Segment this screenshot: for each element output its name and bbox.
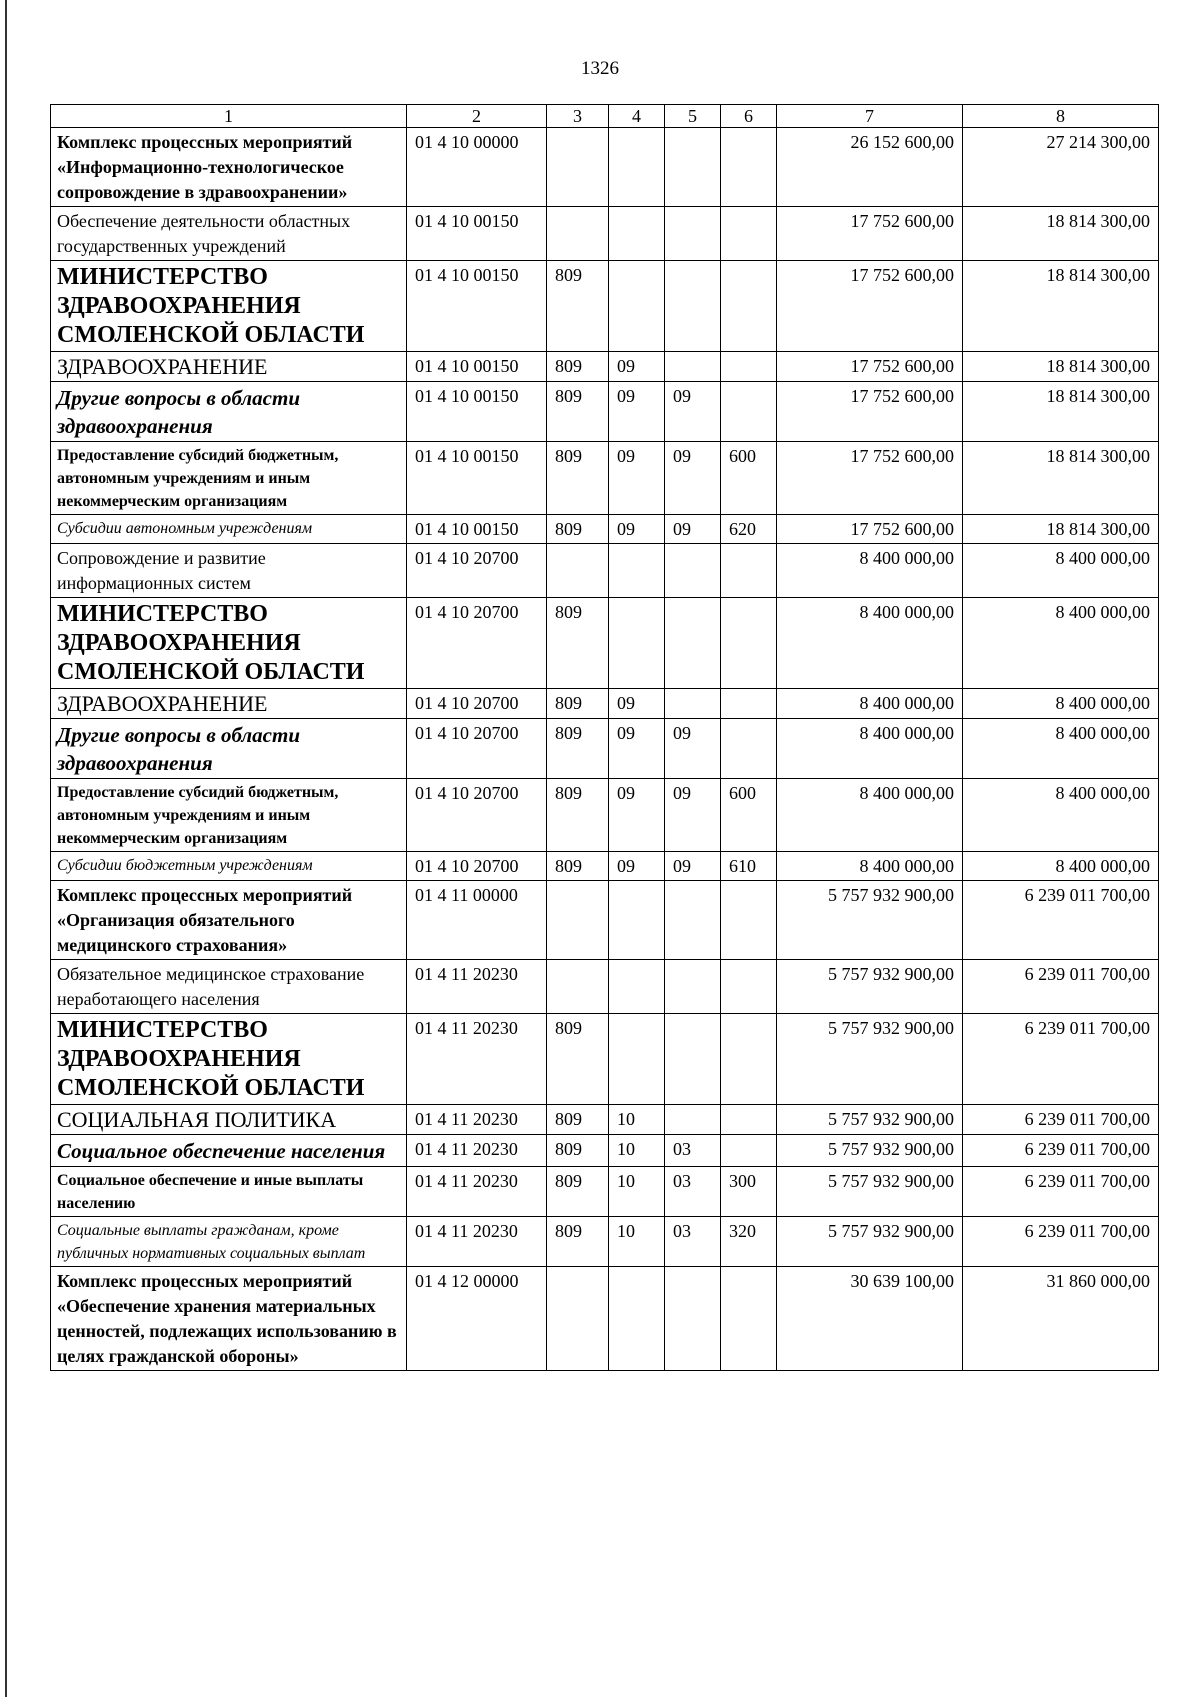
amount-year2-cell: 18 814 300,00 (963, 515, 1159, 544)
amount-year2-cell: 8 400 000,00 (963, 719, 1159, 779)
amount-year1-cell: 5 757 932 900,00 (777, 960, 963, 1014)
ministry-code-cell: 809 (547, 1135, 609, 1167)
amount-year2-cell: 8 400 000,00 (963, 852, 1159, 881)
amount-year2-cell: 18 814 300,00 (963, 352, 1159, 382)
section-code-cell (609, 544, 665, 598)
section-code-cell (609, 128, 665, 207)
expense-type-cell (721, 1135, 777, 1167)
target-code-cell: 01 4 11 20230 (407, 1105, 547, 1135)
target-code-cell: 01 4 10 20700 (407, 544, 547, 598)
section-code-cell: 10 (609, 1105, 665, 1135)
target-code-cell: 01 4 10 00000 (407, 128, 547, 207)
subsection-code-cell (665, 261, 721, 352)
target-code-cell: 01 4 10 20700 (407, 689, 547, 719)
amount-year1-cell: 17 752 600,00 (777, 382, 963, 442)
ministry-code-cell: 809 (547, 261, 609, 352)
target-code-cell: 01 4 11 20230 (407, 960, 547, 1014)
expense-type-cell (721, 1105, 777, 1135)
ministry-code-cell (547, 544, 609, 598)
table-row (51, 960, 1159, 1014)
amount-year2-cell: 6 239 011 700,00 (963, 1167, 1159, 1217)
table-row (51, 207, 1159, 261)
table-row (51, 128, 1159, 207)
table-row (51, 442, 1159, 515)
ministry-code-cell (547, 1267, 609, 1371)
amount-year1-cell: 8 400 000,00 (777, 779, 963, 852)
row-name-cell: Субсидии бюджетным учреждениям (51, 852, 407, 881)
row-name-cell: Социальное обеспечение населения (51, 1135, 407, 1167)
row-name-cell: МИНИСТЕРСТВО ЗДРАВООХРАНЕНИЯ СМОЛЕНСКОЙ ОБЛАСТИ (51, 598, 407, 689)
section-code-cell: 09 (609, 382, 665, 442)
expense-type-cell (721, 1267, 777, 1371)
column-header: 4 (609, 105, 665, 128)
subsection-code-cell: 09 (665, 442, 721, 515)
expense-type-cell: 620 (721, 515, 777, 544)
target-code-cell: 01 4 10 00150 (407, 442, 547, 515)
amount-year2-cell: 6 239 011 700,00 (963, 881, 1159, 960)
row-name-cell: Комплекс процессных мероприятий «Обеспечение хранения материальных ценностей, подлежащих использованию в целях гражданской обороны» (51, 1267, 407, 1371)
row-name-cell: Комплекс процессных мероприятий «Организация обязательного медицинского страхования» (51, 881, 407, 960)
table-row (51, 515, 1159, 544)
amount-year2-cell: 6 239 011 700,00 (963, 1135, 1159, 1167)
ministry-code-cell (547, 128, 609, 207)
amount-year1-cell: 17 752 600,00 (777, 515, 963, 544)
table-row (51, 852, 1159, 881)
expense-type-cell (721, 352, 777, 382)
amount-year1-cell: 17 752 600,00 (777, 207, 963, 261)
table-body (51, 128, 1159, 1371)
section-code-cell (609, 881, 665, 960)
table-row (51, 598, 1159, 689)
target-code-cell: 01 4 11 20230 (407, 1135, 547, 1167)
amount-year2-cell: 18 814 300,00 (963, 382, 1159, 442)
row-name-cell: Обеспечение деятельности областных государственных учреждений (51, 207, 407, 261)
amount-year2-cell: 6 239 011 700,00 (963, 1014, 1159, 1105)
table-row (51, 689, 1159, 719)
expense-type-cell (721, 207, 777, 261)
amount-year1-cell: 5 757 932 900,00 (777, 1217, 963, 1267)
scan-edge-line (5, 0, 7, 1697)
row-name-cell: Другие вопросы в области здравоохранения (51, 382, 407, 442)
section-code-cell (609, 1267, 665, 1371)
subsection-code-cell: 09 (665, 515, 721, 544)
section-code-cell: 10 (609, 1135, 665, 1167)
target-code-cell: 01 4 10 20700 (407, 852, 547, 881)
budget-table (50, 104, 1159, 1371)
table-row (51, 1267, 1159, 1371)
ministry-code-cell: 809 (547, 1014, 609, 1105)
subsection-code-cell (665, 128, 721, 207)
target-code-cell: 01 4 10 00150 (407, 352, 547, 382)
ministry-code-cell: 809 (547, 1105, 609, 1135)
ministry-code-cell: 809 (547, 852, 609, 881)
amount-year2-cell: 6 239 011 700,00 (963, 1105, 1159, 1135)
section-code-cell: 09 (609, 515, 665, 544)
section-code-cell: 10 (609, 1167, 665, 1217)
expense-type-cell: 320 (721, 1217, 777, 1267)
target-code-cell: 01 4 11 20230 (407, 1217, 547, 1267)
table-row (51, 719, 1159, 779)
row-name-cell: Социальные выплаты гражданам, кроме публичных нормативных социальных выплат (51, 1217, 407, 1267)
table-row (51, 881, 1159, 960)
amount-year2-cell: 8 400 000,00 (963, 544, 1159, 598)
subsection-code-cell (665, 544, 721, 598)
expense-type-cell (721, 881, 777, 960)
section-code-cell: 09 (609, 779, 665, 852)
ministry-code-cell: 809 (547, 442, 609, 515)
section-code-cell (609, 261, 665, 352)
section-code-cell: 09 (609, 352, 665, 382)
ministry-code-cell: 809 (547, 1217, 609, 1267)
amount-year2-cell: 8 400 000,00 (963, 779, 1159, 852)
ministry-code-cell (547, 207, 609, 261)
target-code-cell: 01 4 10 00150 (407, 207, 547, 261)
subsection-code-cell: 03 (665, 1135, 721, 1167)
amount-year2-cell: 18 814 300,00 (963, 207, 1159, 261)
subsection-code-cell (665, 689, 721, 719)
amount-year1-cell: 5 757 932 900,00 (777, 1167, 963, 1217)
table-row (51, 1217, 1159, 1267)
row-name-cell: Предоставление субсидий бюджетным, автономным учреждениям и иным некоммерческим организациям (51, 779, 407, 852)
subsection-code-cell (665, 352, 721, 382)
column-header: 1 (51, 105, 407, 128)
target-code-cell: 01 4 10 00150 (407, 515, 547, 544)
row-name-cell: СОЦИАЛЬНАЯ ПОЛИТИКА (51, 1105, 407, 1135)
table-row (51, 1014, 1159, 1105)
section-code-cell (609, 207, 665, 261)
column-header: 2 (407, 105, 547, 128)
subsection-code-cell (665, 1014, 721, 1105)
amount-year1-cell: 8 400 000,00 (777, 689, 963, 719)
subsection-code-cell (665, 960, 721, 1014)
section-code-cell: 09 (609, 719, 665, 779)
target-code-cell: 01 4 10 00150 (407, 382, 547, 442)
target-code-cell: 01 4 10 00150 (407, 261, 547, 352)
section-code-cell: 09 (609, 442, 665, 515)
expense-type-cell (721, 382, 777, 442)
page-number: 1326 (581, 58, 619, 79)
ministry-code-cell: 809 (547, 598, 609, 689)
subsection-code-cell (665, 1267, 721, 1371)
table-row (51, 779, 1159, 852)
expense-type-cell (721, 1014, 777, 1105)
amount-year2-cell: 31 860 000,00 (963, 1267, 1159, 1371)
target-code-cell: 01 4 11 00000 (407, 881, 547, 960)
subsection-code-cell: 03 (665, 1167, 721, 1217)
expense-type-cell (721, 719, 777, 779)
row-name-cell: Предоставление субсидий бюджетным, автономным учреждениям и иным некоммерческим организациям (51, 442, 407, 515)
amount-year1-cell: 8 400 000,00 (777, 719, 963, 779)
amount-year1-cell: 5 757 932 900,00 (777, 1105, 963, 1135)
amount-year1-cell: 17 752 600,00 (777, 261, 963, 352)
row-name-cell: Комплекс процессных мероприятий «Информационно-технологическое сопровождение в здравоохранении» (51, 128, 407, 207)
section-code-cell: 09 (609, 689, 665, 719)
expense-type-cell: 610 (721, 852, 777, 881)
amount-year1-cell: 8 400 000,00 (777, 544, 963, 598)
ministry-code-cell: 809 (547, 515, 609, 544)
ministry-code-cell (547, 960, 609, 1014)
ministry-code-cell: 809 (547, 1167, 609, 1217)
column-header: 3 (547, 105, 609, 128)
ministry-code-cell (547, 881, 609, 960)
amount-year2-cell: 27 214 300,00 (963, 128, 1159, 207)
target-code-cell: 01 4 12 00000 (407, 1267, 547, 1371)
subsection-code-cell: 09 (665, 719, 721, 779)
subsection-code-cell (665, 1105, 721, 1135)
column-header: 5 (665, 105, 721, 128)
table-row (51, 382, 1159, 442)
amount-year2-cell: 6 239 011 700,00 (963, 960, 1159, 1014)
subsection-code-cell: 09 (665, 382, 721, 442)
target-code-cell: 01 4 10 20700 (407, 779, 547, 852)
row-name-cell: Социальное обеспечение и иные выплаты населению (51, 1167, 407, 1217)
amount-year2-cell: 6 239 011 700,00 (963, 1217, 1159, 1267)
ministry-code-cell: 809 (547, 382, 609, 442)
subsection-code-cell (665, 598, 721, 689)
amount-year2-cell: 8 400 000,00 (963, 689, 1159, 719)
section-code-cell: 10 (609, 1217, 665, 1267)
ministry-code-cell: 809 (547, 689, 609, 719)
row-name-cell: ЗДРАВООХРАНЕНИЕ (51, 689, 407, 719)
amount-year1-cell: 5 757 932 900,00 (777, 1014, 963, 1105)
section-code-cell (609, 960, 665, 1014)
amount-year2-cell: 18 814 300,00 (963, 261, 1159, 352)
amount-year1-cell: 8 400 000,00 (777, 598, 963, 689)
expense-type-cell (721, 598, 777, 689)
expense-type-cell (721, 689, 777, 719)
ministry-code-cell: 809 (547, 719, 609, 779)
expense-type-cell (721, 128, 777, 207)
table-row (51, 544, 1159, 598)
amount-year2-cell: 18 814 300,00 (963, 442, 1159, 515)
ministry-code-cell: 809 (547, 779, 609, 852)
target-code-cell: 01 4 10 20700 (407, 598, 547, 689)
column-header: 6 (721, 105, 777, 128)
column-header: 7 (777, 105, 963, 128)
header-row (51, 105, 1159, 128)
row-name-cell: Сопровождение и развитие информационных систем (51, 544, 407, 598)
subsection-code-cell (665, 207, 721, 261)
table-row (51, 1167, 1159, 1217)
amount-year1-cell: 17 752 600,00 (777, 352, 963, 382)
expense-type-cell (721, 544, 777, 598)
table-row (51, 1135, 1159, 1167)
target-code-cell: 01 4 11 20230 (407, 1014, 547, 1105)
expense-type-cell (721, 261, 777, 352)
row-name-cell: Другие вопросы в области здравоохранения (51, 719, 407, 779)
amount-year1-cell: 8 400 000,00 (777, 852, 963, 881)
amount-year1-cell: 5 757 932 900,00 (777, 1135, 963, 1167)
amount-year2-cell: 8 400 000,00 (963, 598, 1159, 689)
table-row (51, 352, 1159, 382)
row-name-cell: МИНИСТЕРСТВО ЗДРАВООХРАНЕНИЯ СМОЛЕНСКОЙ ОБЛАСТИ (51, 1014, 407, 1105)
subsection-code-cell: 09 (665, 779, 721, 852)
expense-type-cell: 600 (721, 779, 777, 852)
table-row (51, 261, 1159, 352)
target-code-cell: 01 4 11 20230 (407, 1167, 547, 1217)
expense-type-cell: 600 (721, 442, 777, 515)
expense-type-cell: 300 (721, 1167, 777, 1217)
amount-year1-cell: 30 639 100,00 (777, 1267, 963, 1371)
amount-year1-cell: 17 752 600,00 (777, 442, 963, 515)
ministry-code-cell: 809 (547, 352, 609, 382)
section-code-cell: 09 (609, 852, 665, 881)
column-header: 8 (963, 105, 1159, 128)
row-name-cell: Обязательное медицинское страхование неработающего населения (51, 960, 407, 1014)
expense-type-cell (721, 960, 777, 1014)
table-row (51, 1105, 1159, 1135)
subsection-code-cell: 03 (665, 1217, 721, 1267)
subsection-code-cell (665, 881, 721, 960)
row-name-cell: МИНИСТЕРСТВО ЗДРАВООХРАНЕНИЯ СМОЛЕНСКОЙ ОБЛАСТИ (51, 261, 407, 352)
row-name-cell: Субсидии автономным учреждениям (51, 515, 407, 544)
subsection-code-cell: 09 (665, 852, 721, 881)
section-code-cell (609, 598, 665, 689)
amount-year1-cell: 26 152 600,00 (777, 128, 963, 207)
target-code-cell: 01 4 10 20700 (407, 719, 547, 779)
section-code-cell (609, 1014, 665, 1105)
row-name-cell: ЗДРАВООХРАНЕНИЕ (51, 352, 407, 382)
amount-year1-cell: 5 757 932 900,00 (777, 881, 963, 960)
